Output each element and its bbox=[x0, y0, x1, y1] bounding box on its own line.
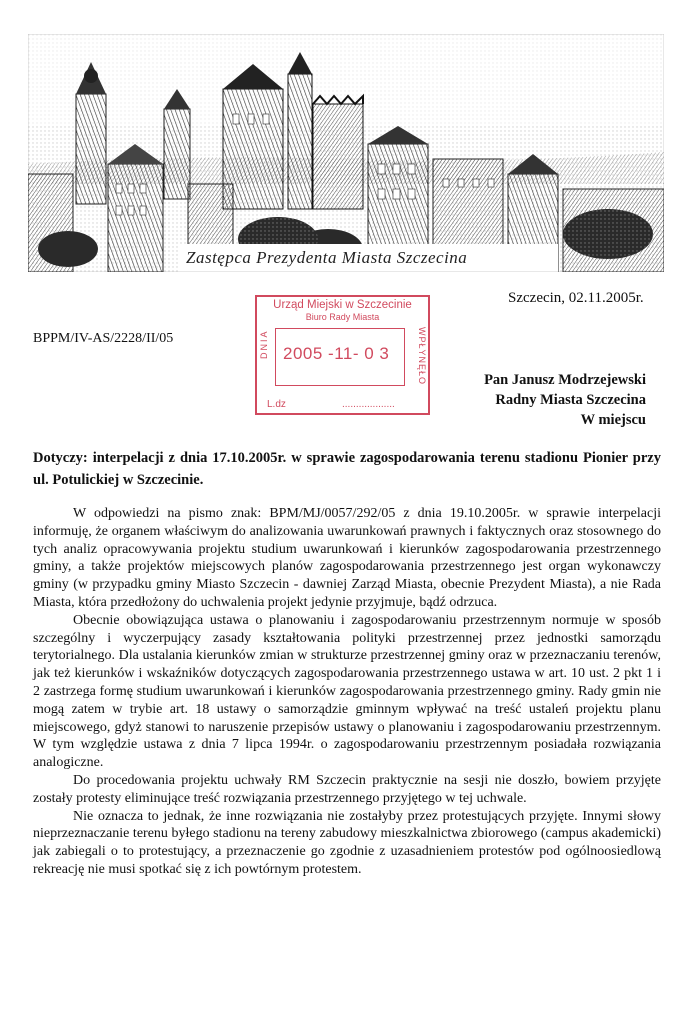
letter-body bbox=[33, 505, 661, 879]
reference-number: BPPM/IV-AS/2228/II/05 bbox=[33, 331, 174, 346]
stamp-ldz-label: L.dz bbox=[267, 399, 286, 410]
header-illustration bbox=[28, 34, 664, 272]
body-paragraph: Do procedowania projektu uchwały RM Szczecin praktycznie na sesji nie doszło, bowiem przyjęte zostały protesty eliminujące treść rozwiązania przestrzennego przyjętego w tej uchwale. bbox=[33, 772, 661, 806]
stamp-side-label-left: DNIA bbox=[259, 329, 269, 359]
letter-subject: Dotyczy: interpelacji z dnia 17.10.2005r. w sprawie zagospodarowania terenu stadionu Pionier przy ul. Potulickiej w Szczecinie. bbox=[33, 450, 661, 488]
body-paragraph: Nie oznacza to jednak, że inne rozwiązania nie zostałyby przez protestujących przyjęte. Innymi słowy nieprzeznaczanie terenu byłego stadionu na tereny zabudowy mieszkalnictwa zbiorowego (campus akademicki) jak zabiegali o to protestujący, a przeznaczenie go zgodnie z uzasadnieniem protestów pod ogólnoosiedlową rekreację nie musi spotkać się z ich powtórnym protestem. bbox=[33, 808, 661, 877]
letter-date: Szczecin, 02.11.2005r. bbox=[508, 290, 644, 306]
stamp-date: 2005 -11- 0 3 bbox=[283, 344, 390, 363]
stamp-organization: Urząd Miejski w Szczecinie bbox=[273, 299, 412, 311]
body-paragraph: Obecnie obowiązująca ustawa o planowaniu i zagospodarowaniu przestrzennym normuje w sposób szczególny i wyczerpujący zasady kształtowania polityki przestrzennej przez jednostki samorządu terytorialnego. Dla ustalania kierunków zmian w strukturze przestrzennej gminy oraz w przeznaczaniu terenów, jak też kierunków i wskaźników dotyczących zagospodarowania przestrzennego ustawa w art. 10 ust. 2 pkt 1 i 2 zastrzega formę studium uwarunkowań i kierunków zagospodarowania przestrzennego gminy. Rady gmin nie mogą zatem w trybie art. 18 ustawy o samorządzie gminnym wpływać na treść ustaleń projektu planu miejscowego, gdyż stanowi to naruszenie przepisów ustawy o planowaniu i zagospodarowaniu przestrzennym. W tym względzie ustawa z dnia 7 lipca 1994r. o zagospodarowaniu przestrzennym posiadała rozwiązania analogiczne. bbox=[33, 612, 661, 771]
recipient-name: Pan Janusz Modrzejewski bbox=[484, 372, 646, 388]
received-stamp bbox=[255, 295, 430, 415]
header-title: Zastępca Prezydenta Miasta Szczecina bbox=[186, 248, 468, 267]
stamp-side-label-right: WPŁYNĘŁO bbox=[417, 327, 427, 386]
body-paragraph: W odpowiedzi na pismo znak: BPM/MJ/0057/292/05 z dnia 19.10.2005r. w sprawie interpelacji informuję, że organem właściwym do analizowania uwarunkowań prawnych i faktycznych oraz stosownego do tych analiz opracowywania projektu studium uwarunkowań i kierunków zagospodarowania przestrzennego gminy, a także projektów miejscowych planów zagospodarowania przestrzennego jest organ wykonawczy gminy (w przypadku gminy Miasto Szczecin - dawniej Zarząd Miasta, obecnie Prezydent Miasta), a nie Rada Miasta, która przedłożony do uchwalenia projekt jedynie przyjmuje, bądź odrzuca. bbox=[33, 506, 661, 610]
recipient-location: W miejscu bbox=[580, 412, 646, 428]
stamp-ldz-value: ................... bbox=[342, 399, 395, 410]
city-skyline-engraving bbox=[28, 34, 664, 272]
stamp-department: Biuro Rady Miasta bbox=[305, 312, 380, 322]
recipient-block bbox=[484, 370, 646, 430]
recipient-role: Radny Miasta Szczecina bbox=[495, 392, 646, 408]
